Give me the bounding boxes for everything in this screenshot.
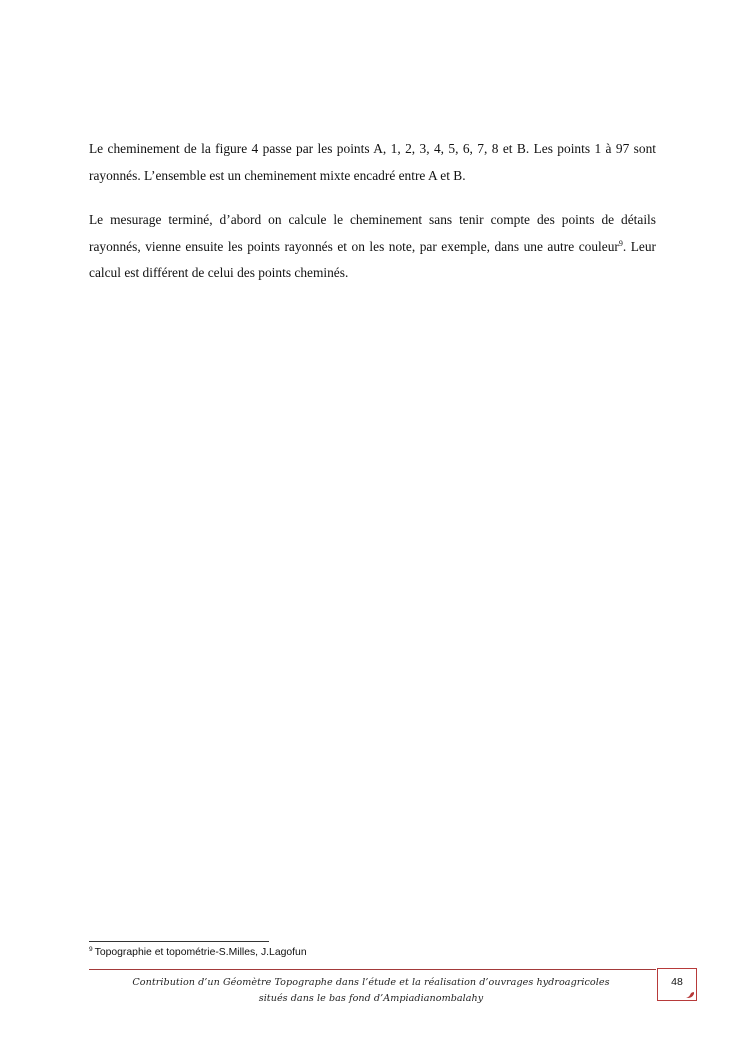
page-body [89, 136, 656, 287]
footer-rule [89, 969, 656, 970]
running-footer: Contribution d’un Géomètre Topographe dans l’étude et la réalisation d’ouvrages hydroagricoles situés dans le bas fond d’Ampiadianombalahy [132, 977, 610, 1004]
paragraph-mesurage-text-end: . Leur calcul est différent de celui des points cheminés. [89, 238, 656, 280]
footnote-marker: 9 [89, 946, 93, 953]
footnote-text: Topographie et topométrie-S.Milles, J.Lagofun [94, 947, 307, 958]
footnote-separator [89, 941, 269, 942]
page-number: 48 [671, 976, 683, 988]
footnote [89, 947, 307, 958]
paragraph-mesurage [89, 207, 656, 287]
paragraph-cheminement: Le cheminement de la figure 4 passe par les points A, 1, 2, 3, 4, 5, 6, 7, 8 et B. Les points 1 à 97 sont rayonnés. L’ensemble est un cheminement mixte encadré entre A et B. [89, 141, 656, 183]
paragraph-mesurage-text: Le mesurage terminé, d’abord on calcule le cheminement sans tenir compte des points de détails rayonnés, vienne ensuite les points rayonnés et on les note, par exemple, dans une autre couleur [89, 212, 656, 254]
page-number-box [657, 968, 697, 1001]
footnote-reference[interactable]: 9 [618, 238, 623, 248]
page-curl-icon [686, 990, 694, 998]
